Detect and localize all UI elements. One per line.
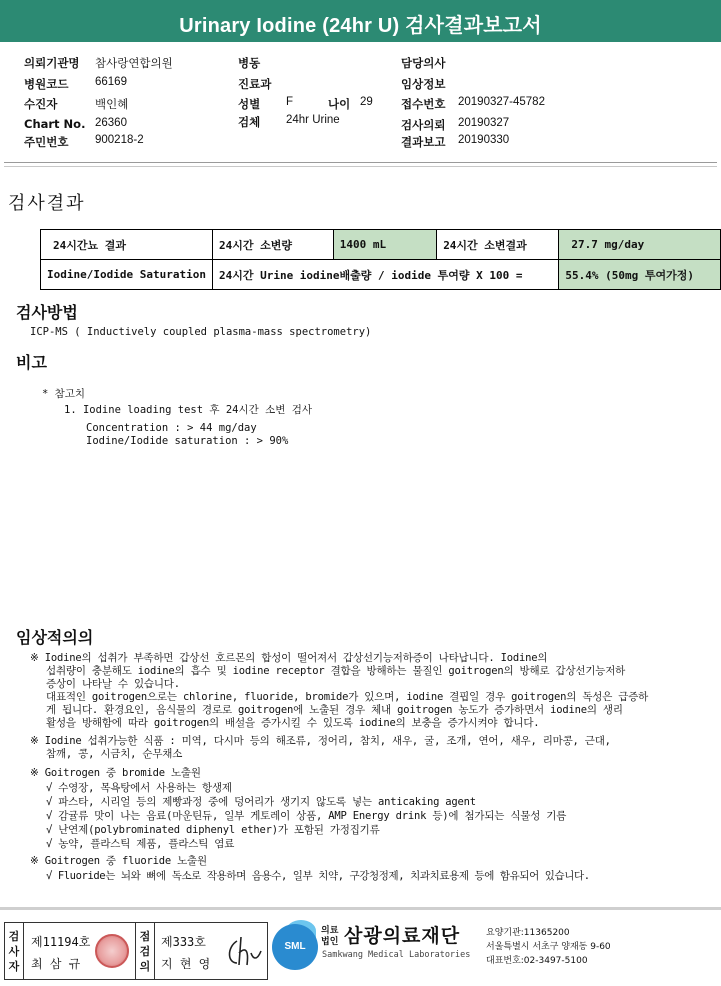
report-title: Urinary Iodine (24hr U) 검사결과보고서 (179, 15, 542, 37)
divider (154, 923, 155, 979)
bromide-item: √ 농약, 플라스틱 제품, 플라스틱 염료 (46, 838, 235, 850)
examinee-value: 백인혜 (95, 99, 129, 111)
resident-no-value: 900218-2 (95, 134, 144, 146)
sml-logo: SML (272, 924, 318, 970)
age-value: 29 (360, 96, 373, 108)
org-prefix-top: 의료 (321, 926, 339, 936)
saturation-formula: 24시간 Urine iodine배출량 / iodide 투여량 X 100 = (212, 260, 558, 290)
accession-label: 접수번호 (401, 97, 446, 111)
specimen-label: 검체 (238, 115, 261, 129)
report-footer (0, 916, 721, 986)
report-date-label: 결과보고 (401, 135, 446, 149)
food-sources-line: ※ Iodine 섭취가능한 식품 : 미역, 다시마 등의 해조류, 정어리, 참치, 새우, 굴, 조개, 연어, 새우, 리마콩, 근대, (30, 735, 611, 747)
method-heading: 검사방법 (16, 303, 78, 322)
divider (4, 166, 717, 167)
reference-saturation: Iodine/Iodide saturation : > 90% (86, 435, 289, 447)
patient-info-panel (0, 50, 721, 162)
clinical-info-label: 임상정보 (401, 77, 446, 91)
results-table (40, 229, 721, 290)
resident-no-label: 주민번호 (24, 135, 69, 149)
doctor-label: 담당의사 (401, 56, 446, 70)
institution-value: 참사랑연합의원 (95, 58, 173, 70)
results-heading: 검사결과 (8, 193, 86, 214)
remarks-heading: 비고 (16, 353, 47, 372)
bromide-item: √ 파스타, 시리얼 등의 제빵과정 중에 덩어리가 생기지 않도록 넣는 anticaking agent (46, 796, 476, 808)
checker-vertical-char: 점 (139, 930, 151, 943)
hospital-code-value: 66169 (95, 76, 127, 88)
request-date-value: 20190327 (458, 117, 510, 129)
checker-license: 제333호 (161, 935, 206, 949)
examiner-seal-stamp (95, 934, 129, 968)
checker-vertical-char: 의 (139, 960, 151, 973)
report-header (0, 0, 721, 46)
care-institution-code: 요양기관:11365200 (486, 928, 570, 938)
org-prefix-bottom: 법인 (321, 937, 339, 947)
clinical-paragraph-line: 활성을 방해함에 따라 goitrogen의 배설을 증가시킬 수 있도록 iodine의 보충을 증가시켜야 합니다. (46, 717, 540, 729)
hospital-code-label: 병원코드 (24, 77, 69, 91)
reference-concentration: Concentration : > 44 mg/day (86, 422, 257, 434)
org-name: 삼광의료재단 (344, 925, 461, 947)
checker-signature (223, 933, 263, 971)
examiner-vertical-char: 자 (8, 960, 20, 973)
urine-result-label: 24시간 소변결과 (437, 230, 559, 260)
specimen-value: 24hr Urine (286, 114, 340, 126)
org-prefix (321, 926, 338, 948)
fluoride-item: √ Fluoride는 뇌와 뼈에 독소로 작용하며 음용수, 일부 치약, 구강청정제, 치과치료용제 등에 함유되어 있습니다. (46, 870, 590, 882)
saturation-label: Iodine/Iodide Saturation (41, 260, 213, 290)
examiner-vertical-char: 검 (8, 930, 20, 943)
food-sources-line: 참깨, 콩, 시금치, 순무채소 (46, 748, 183, 760)
divider (4, 162, 717, 163)
clinical-paragraph-line: 대표적인 goitrogen으로는 chlorine, fluoride, bromide가 있으며, iodine 결핍일 경우 goitrogen의 독성은 급증하 (46, 691, 649, 703)
urine-24h-label: 24시간뇨 결과 (41, 230, 213, 260)
fluoride-title: ※ Goitrogen 중 fluoride 노출원 (30, 855, 207, 867)
urine-volume-value: 1400 mL (333, 230, 436, 260)
urine-volume-label: 24시간 소변량 (212, 230, 333, 260)
clinical-paragraph-line: 섭취량이 충분해도 iodine의 흡수 및 iodine receptor 결합을 방해하는 물질인 goitrogen의 방해로 갑상선기능저하 (46, 665, 626, 677)
checker-vertical-char: 검 (139, 945, 151, 958)
bromide-item: √ 감귤류 맛이 나는 음료(마운틴듀, 일부 게토레이 상품, AMP Energy drink 등)에 첨가되는 식물성 기름 (46, 810, 567, 822)
age-label: 나이 (328, 97, 351, 111)
bromide-title: ※ Goitrogen 중 bromide 노출원 (30, 767, 201, 779)
chart-no-value: 26360 (95, 117, 127, 129)
clinical-heading: 임상적의의 (16, 628, 94, 647)
reference-title: * 참고치 (42, 388, 86, 400)
saturation-value: 55.4% (50mg 투여가정) (559, 260, 721, 290)
divider (23, 923, 24, 979)
reference-item: 1. Iodine loading test 후 24시간 소변 검사 (64, 404, 313, 416)
department-label: 진료과 (238, 77, 272, 91)
method-text: ICP-MS ( Inductively coupled plasma-mass spectrometry) (30, 326, 372, 338)
ward-label: 병동 (238, 56, 261, 70)
org-name-english: Samkwang Medical Laboratories (322, 950, 471, 960)
sex-label: 성별 (238, 97, 261, 111)
org-contact (486, 926, 611, 968)
examiner-license: 제11194호 (31, 935, 91, 949)
institution-label: 의뢰기관명 (24, 56, 80, 70)
divider (135, 923, 136, 979)
checker-name: 지 현 영 (161, 957, 211, 971)
examiner-vertical-char: 사 (8, 945, 20, 958)
urine-result-value: 27.7 mg/day (559, 230, 721, 260)
org-phone: 대표번호:02-3497-5100 (486, 956, 588, 966)
signature-box (4, 922, 268, 980)
chart-no-label: Chart No. (24, 117, 86, 131)
examiner-name: 최 삼 규 (31, 957, 81, 971)
clinical-paragraph-line: 증상이 나타날 수 있습니다. (46, 678, 180, 690)
clinical-paragraph-line: ※ Iodine의 섭취가 부족하면 갑상선 호르몬의 합성이 떨어져서 갑상선기능저하증이 나타납니다. Iodine의 (30, 652, 548, 664)
clinical-paragraph-line: 게 됩니다. 환경요인, 음식물의 경로로 goitrogen에 노출된 경우 체내 goitrogen 농도가 증가하면서 iodine의 생리 (46, 704, 623, 716)
accession-value: 20190327-45782 (458, 96, 545, 108)
bromide-item: √ 수영장, 목욕탕에서 사용하는 항생제 (46, 782, 232, 794)
bromide-item: √ 난연제(polybrominated diphenyl ether)가 포함된 가정집기류 (46, 824, 380, 836)
examinee-label: 수진자 (24, 97, 58, 111)
footer-divider (0, 907, 721, 910)
request-date-label: 검사의뢰 (401, 118, 446, 132)
report-date-value: 20190330 (458, 134, 510, 146)
org-address: 서울특별시 서초구 양재동 9-60 (486, 942, 611, 952)
sex-value: F (286, 96, 294, 108)
